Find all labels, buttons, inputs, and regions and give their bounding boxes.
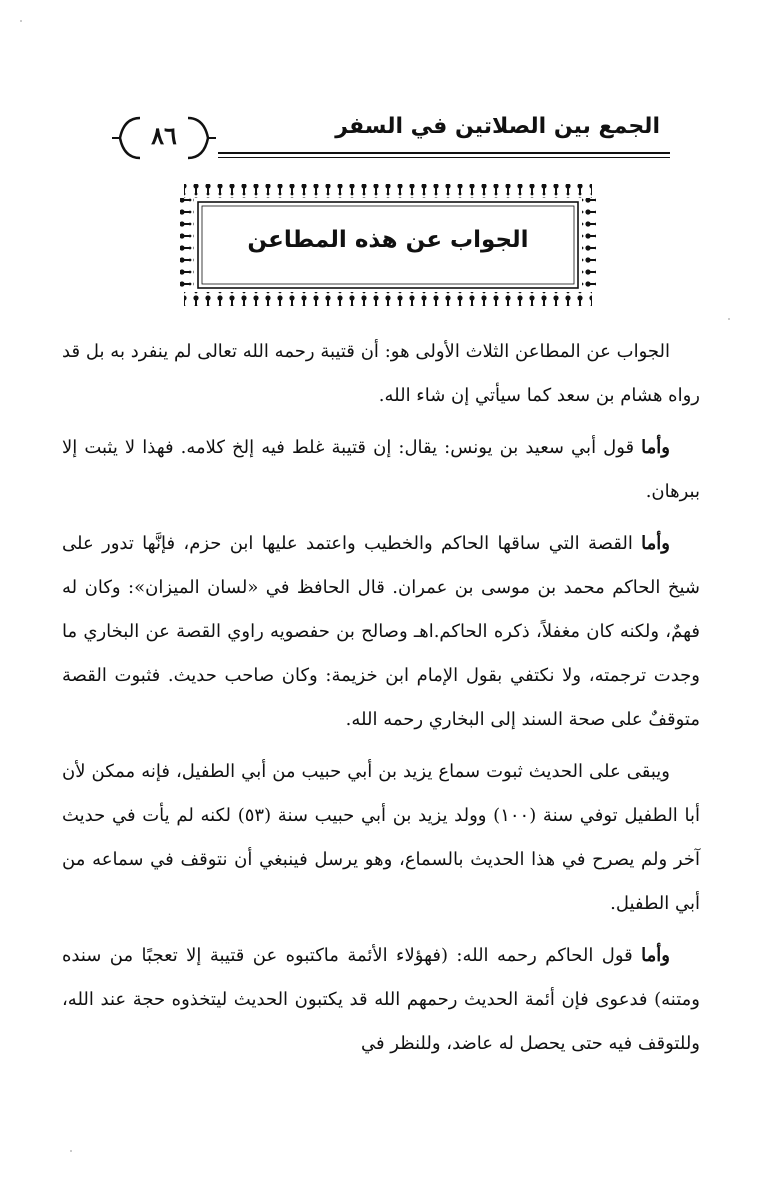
body-text [62,330,700,1074]
scan-speck [20,20,22,22]
section-title: الجواب عن هذه المطاعن [247,227,529,253]
scan-speck [728,318,730,320]
paragraph [62,522,700,742]
paragraph-lead: وأما [641,437,670,458]
paragraph-text: القصة التي ساقها الحاكم والخطيب واعتمد عليها ابن حزم، فإنَّها تدور على شيخ الحاكم محمد بن موسى بن عمران. قال الحافظ في «لسان الميزان»: وكان له فهمٌ، ولكنه كان مغفلاً، ذكره الحاكم.اهـ وصالح بن حفصويه راوي القصة عن البخاري ما وجدت ترجمته، ولا نكتفي بقول الإمام ابن خزيمة: وكان صاحب حديث. فثبوت القصة متوقفٌ على صحة السند إلى البخاري رحمه الله. [62,533,700,730]
paragraph-text: قول الحاكم رحمه الله: (فهؤلاء الأئمة ماكتبوه عن قتيبة إلا تعجبًا من سنده ومتنه) فدعوى فإن أئمة الحديث رحمهم الله قد يكتبون الحديث ليتخذوه حجة عند الله، وللتوقف فيه حتى يحصل له عاضد، وللنظر في [62,945,700,1054]
page-number-badge [110,114,218,162]
running-header [110,108,670,168]
paragraph-text: قول أبي سعيد بن يونس: يقال: إن قتيبة غلط فيه إلخ كلامه. فهذا لا يثبت إلا ببرهان. [62,437,700,502]
section-title-frame [178,182,598,308]
running-header-title: الجمع بين الصلاتين في السفر [335,114,660,139]
page-number: ٨٦ [151,121,177,150]
paragraph-text: ويبقى على الحديث ثبوت سماع يزيد بن أبي حبيب من أبي الطفيل، فإنه ممكن لأن أبا الطفيل توفي سنة (١٠٠) وولد يزيد بن أبي حبيب سنة (٥٣) لكنه لم يأت في حديث آخر ولم يصرح في هذا الحديث بالسماع، وهو يرسل فينبغي أن نتوقف في سماعه من أبي الطفيل. [62,761,700,914]
paragraph [62,934,700,1066]
paragraph-lead: وأما [641,945,670,966]
paragraph [62,750,700,926]
paragraph-text: الجواب عن المطاعن الثلاث الأولى هو: أن قتيبة رحمه الله تعالى لم ينفرد به بل قد رواه هشام بن سعد كما سيأتي إن شاء الله. [62,341,700,406]
scan-speck [70,1150,72,1152]
paragraph [62,426,700,514]
paragraph-lead: وأما [641,533,670,554]
paragraph [62,330,700,418]
